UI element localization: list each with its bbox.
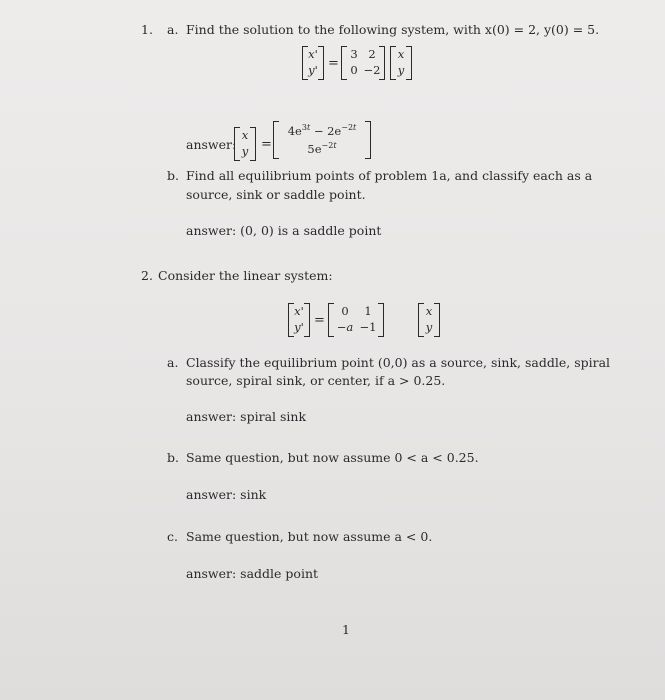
page-number: 1 [342, 622, 350, 637]
p1-rhs-bottom: y [397, 63, 405, 77]
problem-2c-label: c. [167, 529, 178, 544]
p2-lhs-vector [288, 303, 310, 337]
p1-matrix [341, 46, 385, 80]
problem-1b-line2: source, sink or saddle point. [186, 187, 366, 202]
p1-equals: = [328, 56, 339, 71]
problem-2-intro: Consider the linear system: [158, 268, 333, 283]
problem-1b-label: b. [167, 168, 179, 183]
p1-m21: 0 [350, 63, 358, 77]
p1-rhs-vector [390, 46, 412, 80]
p2-m11: 0 [341, 304, 349, 318]
problem-1b-line1: Find all equilibrium points of problem 1a, and classify each as a [186, 168, 593, 183]
p1-lhs-bottom: y' [308, 63, 318, 77]
p1-m12: 2 [368, 47, 376, 61]
p2-m22: −1 [359, 320, 377, 334]
p1a-answer-row1: $4e^{3t} - 2e^{-2t}$ [287, 123, 357, 138]
problem-1-number: 1. [141, 22, 153, 37]
p2-m21: −a [336, 320, 354, 334]
problem-2b-label: b. [167, 450, 179, 465]
p1a-answer-lhs-bottom: y [241, 144, 249, 158]
p2-matrix [328, 303, 384, 337]
p1a-answer-row2: $5e^{-2t}$ [307, 141, 337, 156]
p2-m12: 1 [364, 304, 372, 318]
p1-m11: 3 [350, 47, 358, 61]
p2-rhs-bottom: y [425, 320, 433, 334]
problem-1a-text: Find the solution to the following system, with x(0) = 2, y(0) = 5. [186, 22, 600, 37]
problem-1b-answer: answer: (0, 0) is a saddle point [186, 223, 382, 238]
p1a-answer-rhs [273, 121, 371, 159]
p2-lhs-top: x' [294, 304, 304, 318]
problem-2a-label: a. [167, 355, 179, 370]
problem-2a-line1: Classify the equilibrium point (0,0) as a source, sink, saddle, spiral [186, 355, 611, 370]
p1a-answer-label: answer: [186, 137, 237, 152]
problem-2a-answer: answer: spiral sink [186, 409, 307, 424]
p1-m22: −2 [363, 63, 381, 77]
p2-lhs-bottom: y' [294, 320, 304, 334]
p2-rhs-top: x [425, 304, 433, 318]
p1-lhs-top: x' [308, 47, 318, 61]
p1a-answer-lhs [234, 127, 256, 161]
p1-lhs-vector [302, 46, 324, 80]
p2-equals: = [314, 313, 325, 328]
problem-2b-text: Same question, but now assume 0 < a < 0.25. [186, 450, 479, 465]
p1-rhs-top: x [397, 47, 405, 61]
p1a-answer-equals: = [261, 137, 272, 152]
problem-2-number: 2. [141, 268, 153, 283]
problem-2c-text: Same question, but now assume a < 0. [186, 529, 433, 544]
p2-rhs-vector [418, 303, 440, 337]
problem-1a-label: a. [167, 22, 179, 37]
p1a-answer-lhs-top: x [241, 128, 249, 142]
problem-2c-answer: answer: saddle point [186, 566, 319, 581]
problem-2b-answer: answer: sink [186, 487, 267, 502]
problem-2a-line2: source, spiral sink, or center, if a > 0.25. [186, 373, 446, 388]
